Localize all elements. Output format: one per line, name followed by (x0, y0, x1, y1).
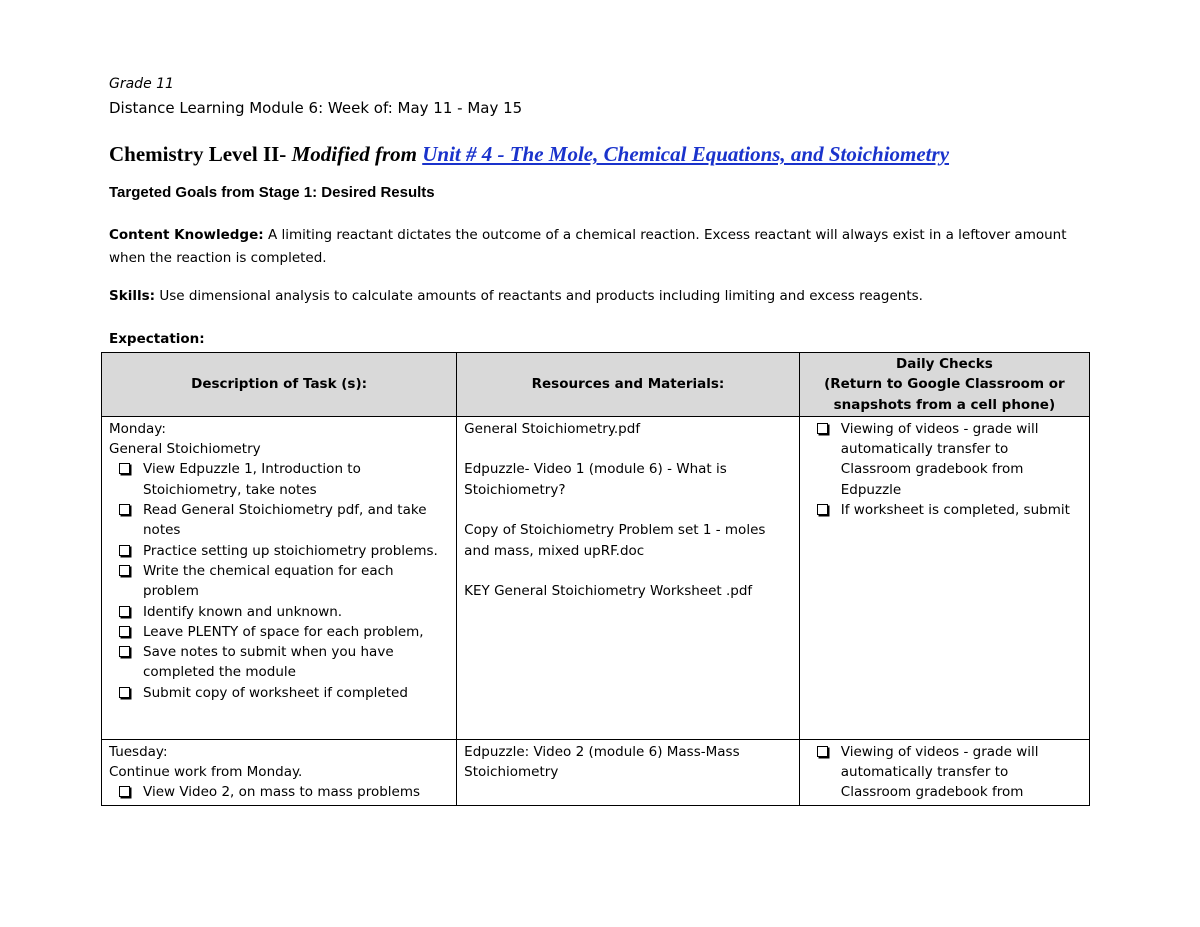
skills-label: Skills: (109, 288, 156, 304)
tuesday-checks-cell (799, 739, 1089, 805)
expectation-label: Expectation: (109, 331, 205, 347)
list-item: Leave PLENTY of space for each problem, (143, 622, 449, 642)
resource-item: Edpuzzle- Video 1 (module 6) - What is Stoichiometry? (464, 461, 727, 498)
checkbox-icon[interactable] (817, 746, 828, 757)
monday-resources-cell (457, 416, 800, 739)
content-knowledge (109, 224, 1099, 270)
checkbox-icon[interactable] (119, 463, 130, 474)
checkbox-icon[interactable] (817, 423, 828, 434)
tuesday-checks-list (807, 742, 1082, 803)
list-item: Viewing of videos - grade will automatically transfer to Classroom gradebook from Edpuzzle (841, 419, 1082, 500)
skills-text: Use dimensional analysis to calculate amounts of reactants and products including limiting and excess reagents. (155, 288, 923, 304)
checkbox-icon[interactable] (817, 504, 828, 515)
skills (109, 288, 1099, 304)
header-checks-line1: Daily Checks (896, 356, 993, 372)
header-checks-line3: snapshots from a cell phone) (833, 396, 1056, 413)
list-item: If worksheet is completed, submit (841, 500, 1082, 520)
table-row-monday (102, 416, 1090, 739)
checkbox-icon[interactable] (119, 626, 130, 637)
grade-label: Grade 11 (109, 76, 174, 92)
resource-item: Edpuzzle: Video 2 (module 6) Mass-Mass Stoichiometry (464, 743, 740, 781)
page-title (109, 142, 949, 167)
checkbox-icon[interactable] (119, 545, 130, 556)
checkbox-icon[interactable] (119, 504, 130, 515)
table-row-tuesday (102, 739, 1090, 805)
resource-item: General Stoichiometry.pdf (464, 420, 641, 437)
header-task: Description of Task (s): (102, 353, 457, 417)
list-item: Viewing of videos - grade will automatically transfer to Classroom gradebook from (841, 742, 1082, 803)
list-item: View Edpuzzle 1, Introduction to Stoichiometry, take notes (143, 459, 449, 500)
list-item: Write the chemical equation for each problem (143, 561, 449, 602)
list-item: View Video 2, on mass to mass problems (143, 782, 449, 802)
list-item: Identify known and unknown. (143, 602, 449, 622)
monday-task-list (109, 459, 449, 703)
content-knowledge-label: Content Knowledge: (109, 227, 264, 243)
header-checks-line2: (Return to Google Classroom or (824, 376, 1065, 393)
tuesday-task-cell (102, 739, 457, 805)
header-daily-checks (799, 353, 1089, 417)
task-table (101, 352, 1090, 806)
list-item: Read General Stoichiometry pdf, and take notes (143, 500, 449, 541)
monday-checks-cell (799, 416, 1089, 739)
checkbox-icon[interactable] (119, 606, 130, 617)
tuesday-task-list (109, 782, 449, 802)
resource-item: Copy of Stoichiometry Problem set 1 - moles and mass, mixed upRF.doc (464, 522, 766, 559)
checkbox-icon[interactable] (119, 646, 130, 657)
unit-link[interactable]: Unit # 4 - The Mole, Chemical Equations, and Stoichiometry (422, 142, 950, 166)
monday-task-cell (102, 416, 457, 739)
header-resources: Resources and Materials: (457, 353, 800, 417)
module-line: Distance Learning Module 6: Week of: May 11 - May 15 (109, 99, 523, 117)
monday-topic: General Stoichiometry (109, 441, 261, 458)
monday-day: Monday: (109, 420, 166, 437)
tuesday-topic: Continue work from Monday. (109, 764, 303, 781)
list-item: Submit copy of worksheet if completed (143, 683, 449, 703)
title-modified: Modified from (291, 142, 423, 166)
goals-heading: Targeted Goals from Stage 1: Desired Results (109, 184, 435, 201)
resource-item: KEY General Stoichiometry Worksheet .pdf (464, 583, 753, 600)
checkbox-icon[interactable] (119, 786, 130, 797)
monday-checks-list (807, 419, 1082, 520)
tuesday-resources-cell (457, 739, 800, 805)
table-header-row (102, 353, 1090, 417)
tuesday-day: Tuesday: (109, 743, 168, 760)
list-item: Save notes to submit when you have completed the module (143, 642, 449, 683)
title-prefix: Chemistry Level II- (109, 142, 292, 166)
checkbox-icon[interactable] (119, 687, 130, 698)
checkbox-icon[interactable] (119, 565, 130, 576)
list-item: Practice setting up stoichiometry problems. (143, 541, 449, 561)
content-knowledge-text: A limiting reactant dictates the outcome of a chemical reaction. Excess reactant will always exist in a leftover amount when the reaction is completed. (109, 227, 1067, 266)
